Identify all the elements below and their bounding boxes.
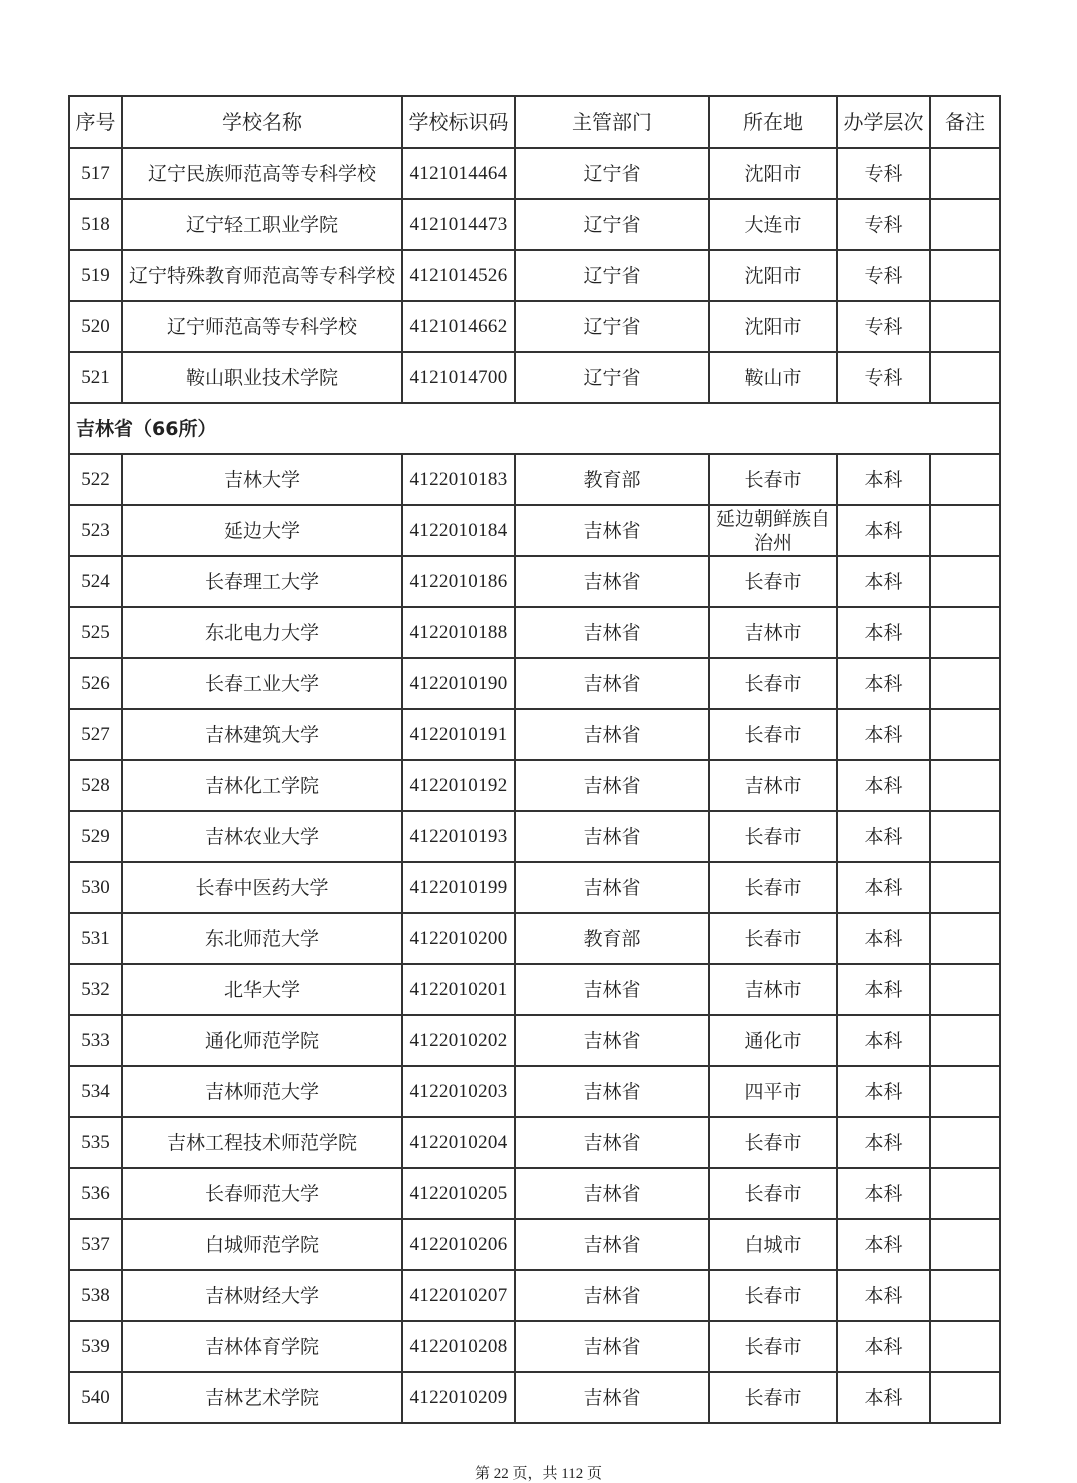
cell-authority: 吉林省 xyxy=(515,964,709,1015)
table-row xyxy=(69,1270,1000,1321)
cell-level: 本科 xyxy=(837,1066,930,1117)
cell-remarks xyxy=(930,1168,1000,1219)
header-level: 办学层次 xyxy=(837,96,930,148)
cell-level: 本科 xyxy=(837,913,930,964)
header-location: 所在地 xyxy=(709,96,837,148)
cell-index: 533 xyxy=(69,1015,122,1066)
cell-school-code: 4122010186 xyxy=(402,556,515,607)
cell-school-code: 4121014662 xyxy=(402,301,515,352)
cell-location: 吉林市 xyxy=(709,607,837,658)
cell-school-name: 吉林艺术学院 xyxy=(122,1372,402,1423)
cell-remarks xyxy=(930,607,1000,658)
table-row xyxy=(69,250,1000,301)
cell-authority: 吉林省 xyxy=(515,1168,709,1219)
cell-school-name: 延边大学 xyxy=(122,505,402,556)
table-row xyxy=(69,1066,1000,1117)
cell-index: 532 xyxy=(69,964,122,1015)
table-row xyxy=(69,148,1000,199)
cell-index: 538 xyxy=(69,1270,122,1321)
cell-location: 通化市 xyxy=(709,1015,837,1066)
cell-authority: 辽宁省 xyxy=(515,352,709,403)
cell-school-name: 吉林财经大学 xyxy=(122,1270,402,1321)
cell-location: 长春市 xyxy=(709,862,837,913)
cell-location: 长春市 xyxy=(709,1168,837,1219)
cell-school-code: 4122010190 xyxy=(402,658,515,709)
cell-location: 沈阳市 xyxy=(709,148,837,199)
cell-school-name: 吉林体育学院 xyxy=(122,1321,402,1372)
cell-remarks xyxy=(930,913,1000,964)
table-row xyxy=(69,913,1000,964)
cell-school-code: 4122010204 xyxy=(402,1117,515,1168)
cell-remarks xyxy=(930,505,1000,556)
cell-school-code: 4122010203 xyxy=(402,1066,515,1117)
cell-authority: 吉林省 xyxy=(515,1321,709,1372)
cell-authority: 吉林省 xyxy=(515,556,709,607)
cell-school-code: 4122010205 xyxy=(402,1168,515,1219)
cell-level: 本科 xyxy=(837,607,930,658)
cell-remarks xyxy=(930,301,1000,352)
cell-authority: 吉林省 xyxy=(515,1270,709,1321)
cell-school-name: 鞍山职业技术学院 xyxy=(122,352,402,403)
cell-level: 本科 xyxy=(837,964,930,1015)
cell-level: 本科 xyxy=(837,760,930,811)
cell-school-code: 4122010208 xyxy=(402,1321,515,1372)
cell-school-code: 4122010207 xyxy=(402,1270,515,1321)
table-row xyxy=(69,301,1000,352)
cell-authority: 辽宁省 xyxy=(515,301,709,352)
cell-location: 长春市 xyxy=(709,454,837,505)
cell-location: 长春市 xyxy=(709,811,837,862)
cell-school-name: 长春中医药大学 xyxy=(122,862,402,913)
cell-authority: 吉林省 xyxy=(515,658,709,709)
cell-authority: 吉林省 xyxy=(515,709,709,760)
cell-level: 本科 xyxy=(837,556,930,607)
cell-authority: 吉林省 xyxy=(515,505,709,556)
cell-school-name: 通化师范学院 xyxy=(122,1015,402,1066)
cell-school-name: 东北师范大学 xyxy=(122,913,402,964)
cell-level: 本科 xyxy=(837,1015,930,1066)
table-row xyxy=(69,760,1000,811)
cell-remarks xyxy=(930,811,1000,862)
cell-school-name: 吉林师范大学 xyxy=(122,1066,402,1117)
cell-authority: 吉林省 xyxy=(515,607,709,658)
table-row xyxy=(69,454,1000,505)
cell-school-name: 辽宁特殊教育师范高等专科学校 xyxy=(122,250,402,301)
cell-authority: 吉林省 xyxy=(515,862,709,913)
cell-location: 四平市 xyxy=(709,1066,837,1117)
cell-index: 523 xyxy=(69,505,122,556)
cell-location: 吉林市 xyxy=(709,760,837,811)
cell-remarks xyxy=(930,1372,1000,1423)
table-row xyxy=(69,1168,1000,1219)
table-body-top xyxy=(69,148,1000,403)
cell-school-code: 4122010188 xyxy=(402,607,515,658)
table-row xyxy=(69,658,1000,709)
cell-level: 本科 xyxy=(837,1321,930,1372)
cell-remarks xyxy=(930,1066,1000,1117)
cell-authority: 吉林省 xyxy=(515,1219,709,1270)
cell-level: 本科 xyxy=(837,1372,930,1423)
cell-school-name: 长春工业大学 xyxy=(122,658,402,709)
cell-authority: 辽宁省 xyxy=(515,148,709,199)
cell-level: 本科 xyxy=(837,862,930,913)
cell-level: 本科 xyxy=(837,658,930,709)
cell-school-name: 吉林工程技术师范学院 xyxy=(122,1117,402,1168)
cell-school-code: 4122010202 xyxy=(402,1015,515,1066)
header-school-name: 学校名称 xyxy=(122,96,402,148)
cell-level: 专科 xyxy=(837,148,930,199)
cell-remarks xyxy=(930,556,1000,607)
cell-index: 534 xyxy=(69,1066,122,1117)
cell-school-name: 东北电力大学 xyxy=(122,607,402,658)
cell-index: 521 xyxy=(69,352,122,403)
cell-location: 白城市 xyxy=(709,1219,837,1270)
table-row xyxy=(69,862,1000,913)
cell-school-name: 长春理工大学 xyxy=(122,556,402,607)
header-index: 序号 xyxy=(69,96,122,148)
cell-location: 长春市 xyxy=(709,1372,837,1423)
cell-school-name: 吉林化工学院 xyxy=(122,760,402,811)
cell-remarks xyxy=(930,148,1000,199)
table-body-bottom xyxy=(69,454,1000,1423)
cell-school-code: 4121014473 xyxy=(402,199,515,250)
cell-location: 长春市 xyxy=(709,913,837,964)
cell-remarks xyxy=(930,709,1000,760)
table-row xyxy=(69,1219,1000,1270)
cell-school-name: 吉林农业大学 xyxy=(122,811,402,862)
cell-level: 专科 xyxy=(837,301,930,352)
cell-index: 526 xyxy=(69,658,122,709)
cell-location: 鞍山市 xyxy=(709,352,837,403)
cell-index: 540 xyxy=(69,1372,122,1423)
cell-authority: 吉林省 xyxy=(515,1015,709,1066)
cell-location: 沈阳市 xyxy=(709,250,837,301)
cell-level: 本科 xyxy=(837,1168,930,1219)
cell-school-code: 4122010201 xyxy=(402,964,515,1015)
cell-level: 本科 xyxy=(837,1117,930,1168)
header-authority: 主管部门 xyxy=(515,96,709,148)
cell-location: 沈阳市 xyxy=(709,301,837,352)
cell-index: 525 xyxy=(69,607,122,658)
table-row xyxy=(69,964,1000,1015)
cell-remarks xyxy=(930,1015,1000,1066)
cell-index: 530 xyxy=(69,862,122,913)
cell-remarks xyxy=(930,1321,1000,1372)
table-row xyxy=(69,352,1000,403)
cell-school-name: 白城师范学院 xyxy=(122,1219,402,1270)
cell-level: 专科 xyxy=(837,352,930,403)
table-row xyxy=(69,1321,1000,1372)
page-footer: 第 22 页，共 112 页 xyxy=(475,1466,602,1482)
cell-school-code: 4122010200 xyxy=(402,913,515,964)
cell-school-code: 4121014526 xyxy=(402,250,515,301)
table-row xyxy=(69,1015,1000,1066)
cell-location: 延边朝鲜族自治州 xyxy=(709,505,837,556)
cell-remarks xyxy=(930,454,1000,505)
cell-index: 520 xyxy=(69,301,122,352)
cell-location: 长春市 xyxy=(709,556,837,607)
cell-school-name: 辽宁师范高等专科学校 xyxy=(122,301,402,352)
table-row xyxy=(69,505,1000,556)
cell-authority: 辽宁省 xyxy=(515,199,709,250)
cell-index: 518 xyxy=(69,199,122,250)
cell-location: 长春市 xyxy=(709,709,837,760)
cell-school-code: 4121014700 xyxy=(402,352,515,403)
cell-index: 539 xyxy=(69,1321,122,1372)
cell-location: 大连市 xyxy=(709,199,837,250)
cell-school-code: 4122010192 xyxy=(402,760,515,811)
cell-authority: 吉林省 xyxy=(515,760,709,811)
school-list-table xyxy=(68,95,1001,1424)
cell-location: 长春市 xyxy=(709,1270,837,1321)
cell-school-code: 4122010199 xyxy=(402,862,515,913)
cell-index: 519 xyxy=(69,250,122,301)
cell-index: 524 xyxy=(69,556,122,607)
cell-authority: 吉林省 xyxy=(515,1066,709,1117)
header-school-code: 学校标识码 xyxy=(402,96,515,148)
cell-index: 517 xyxy=(69,148,122,199)
cell-school-name: 辽宁民族师范高等专科学校 xyxy=(122,148,402,199)
cell-index: 536 xyxy=(69,1168,122,1219)
cell-index: 537 xyxy=(69,1219,122,1270)
cell-level: 本科 xyxy=(837,1219,930,1270)
cell-index: 531 xyxy=(69,913,122,964)
cell-school-name: 北华大学 xyxy=(122,964,402,1015)
cell-school-code: 4122010206 xyxy=(402,1219,515,1270)
section-row xyxy=(69,403,1000,454)
cell-school-code: 4122010193 xyxy=(402,811,515,862)
cell-school-code: 4122010191 xyxy=(402,709,515,760)
cell-location: 长春市 xyxy=(709,1117,837,1168)
cell-index: 522 xyxy=(69,454,122,505)
table-row xyxy=(69,556,1000,607)
cell-authority: 辽宁省 xyxy=(515,250,709,301)
cell-school-code: 4122010209 xyxy=(402,1372,515,1423)
cell-index: 527 xyxy=(69,709,122,760)
cell-authority: 吉林省 xyxy=(515,1117,709,1168)
cell-level: 本科 xyxy=(837,505,930,556)
header-row xyxy=(69,96,1000,148)
cell-level: 本科 xyxy=(837,811,930,862)
cell-level: 本科 xyxy=(837,1270,930,1321)
table-row xyxy=(69,1372,1000,1423)
table-row xyxy=(69,1117,1000,1168)
section-label: 吉林省（66所） xyxy=(69,403,1000,454)
cell-school-code: 4121014464 xyxy=(402,148,515,199)
cell-remarks xyxy=(930,199,1000,250)
table-row xyxy=(69,607,1000,658)
cell-school-code: 4122010183 xyxy=(402,454,515,505)
cell-remarks xyxy=(930,352,1000,403)
cell-level: 专科 xyxy=(837,250,930,301)
cell-location: 长春市 xyxy=(709,658,837,709)
cell-level: 本科 xyxy=(837,709,930,760)
cell-location: 长春市 xyxy=(709,1321,837,1372)
header-remarks: 备注 xyxy=(930,96,1000,148)
cell-school-code: 4122010184 xyxy=(402,505,515,556)
table-row xyxy=(69,199,1000,250)
cell-remarks xyxy=(930,964,1000,1015)
cell-location: 吉林市 xyxy=(709,964,837,1015)
cell-remarks xyxy=(930,658,1000,709)
cell-authority: 吉林省 xyxy=(515,811,709,862)
cell-school-name: 长春师范大学 xyxy=(122,1168,402,1219)
cell-index: 529 xyxy=(69,811,122,862)
section-body xyxy=(69,403,1000,454)
cell-remarks xyxy=(930,250,1000,301)
cell-remarks xyxy=(930,1270,1000,1321)
cell-school-name: 吉林建筑大学 xyxy=(122,709,402,760)
cell-index: 528 xyxy=(69,760,122,811)
cell-level: 专科 xyxy=(837,199,930,250)
table-row xyxy=(69,709,1000,760)
cell-authority: 吉林省 xyxy=(515,1372,709,1423)
table-row xyxy=(69,811,1000,862)
cell-index: 535 xyxy=(69,1117,122,1168)
cell-authority: 教育部 xyxy=(515,454,709,505)
cell-remarks xyxy=(930,760,1000,811)
cell-remarks xyxy=(930,1117,1000,1168)
cell-authority: 教育部 xyxy=(515,913,709,964)
cell-remarks xyxy=(930,862,1000,913)
cell-remarks xyxy=(930,1219,1000,1270)
cell-school-name: 辽宁轻工职业学院 xyxy=(122,199,402,250)
cell-school-name: 吉林大学 xyxy=(122,454,402,505)
cell-level: 本科 xyxy=(837,454,930,505)
